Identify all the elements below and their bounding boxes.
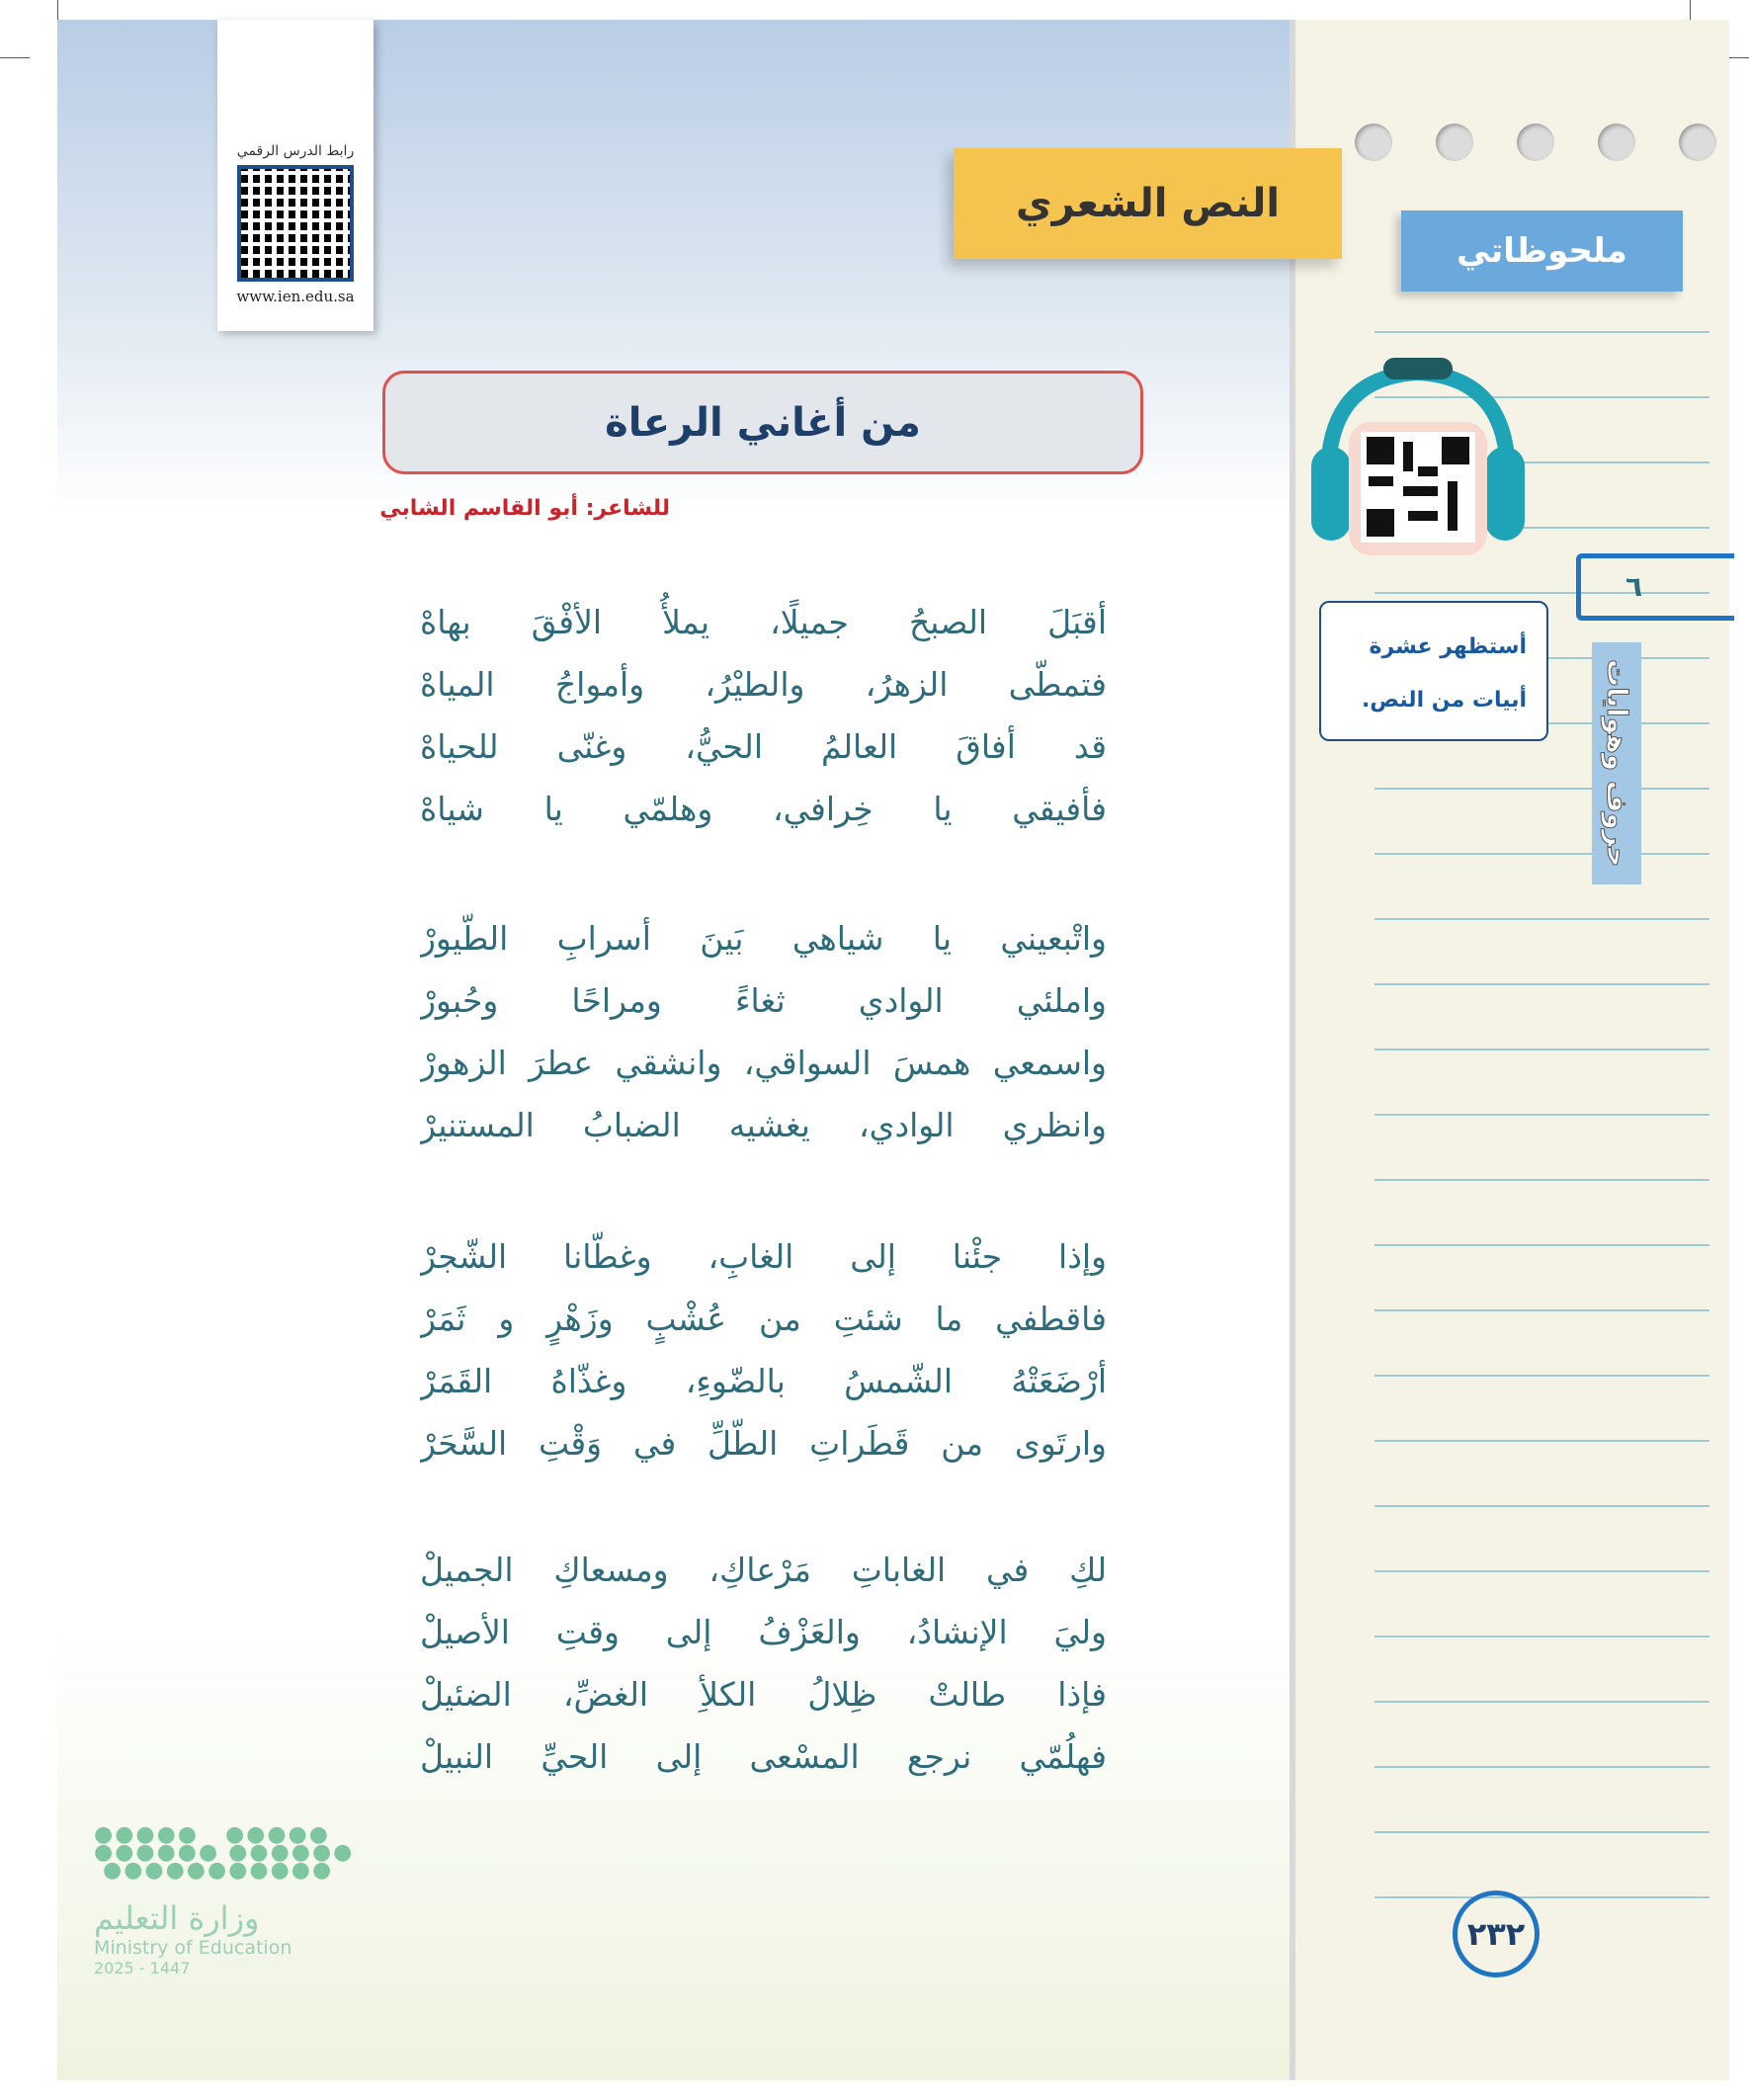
note-rule-line: [1374, 1440, 1709, 1442]
notes-panel: [1290, 20, 1729, 2080]
note-rule-line: [1374, 1375, 1709, 1377]
logo-year: 2025 - 1447: [94, 1959, 191, 1977]
note-rule-line: [1374, 1570, 1709, 1572]
poem-line: قد أفاقَ العالمُ الحيُّ، وغنّى للحياهْ: [420, 727, 1107, 766]
note-rule-line: [1374, 1766, 1709, 1768]
poem-line: فهلُمّي نرجع المسْعى إلى الحيِّ النبيلْ: [420, 1737, 1107, 1776]
page-number: ٢٣٢: [1453, 1890, 1540, 1977]
note-line: أبيات من النص.: [1361, 688, 1527, 713]
stanza-2: [420, 907, 1107, 1156]
poem-line: أرْضَعَتْهُ الشّمسُ بالضّوءِ، وغذّاهُ القَمَرْ: [420, 1362, 1107, 1400]
logo-arabic: وزارة التعليم: [94, 1899, 260, 1937]
memorize-note: [1319, 601, 1548, 741]
stanza-3: [420, 1225, 1107, 1474]
poem-line: فاقطفي ما شئتِ من عُشْبٍ وزَهْرٍ و ثَمَرْ: [420, 1300, 1107, 1338]
poem-line: واتْبعيني يا شياهي بَينَ أسرابِ الطّيورْ: [420, 919, 1107, 958]
poem-line: وإذا جئْنا إلى الغابِ، وغطّانا الشّجرْ: [420, 1237, 1107, 1276]
ministry-logo: [94, 1822, 355, 1977]
headphones-audio-qr-icon[interactable]: [1309, 358, 1527, 555]
note-rule-line: [1374, 1179, 1709, 1181]
stanza-1: [420, 591, 1107, 840]
crop-mark: [0, 57, 30, 58]
poem-line: وانظري الوادي، يغشيه الضبابُ المستنيرْ: [420, 1106, 1107, 1144]
poet-name: للشاعر: أبو القاسم الشابي: [379, 496, 670, 521]
section-banner: النص الشعري: [954, 148, 1342, 259]
notes-tab: ملحوظاتي: [1401, 210, 1683, 292]
note-line: أستظهر عشرة: [1369, 634, 1527, 659]
note-rule-line: [1374, 1636, 1709, 1638]
poem-line: أقبَلَ الصبحُ جميلًا، يملأُ الأفْقَ بهاهْ: [420, 603, 1107, 641]
poem-line: واسمعي همسَ السواقي، وانشقي عطرَ الزهورْ: [420, 1044, 1107, 1082]
lesson-title: من أغاني الرعاة: [382, 371, 1143, 474]
crop-mark: [1690, 0, 1691, 20]
note-rule-line: [1374, 853, 1709, 855]
qr-label: رابط الدرس الرقمي: [236, 143, 355, 159]
note-rule-line: [1374, 1114, 1709, 1116]
note-rule-line: [1374, 331, 1709, 333]
note-rule-line: [1374, 1505, 1709, 1507]
binder-hole: [1679, 124, 1716, 161]
note-rule-line: [1374, 1896, 1709, 1898]
poem-line: لكِ في الغاباتِ مَرْعاكِ، ومسعاكِ الجميلْ: [420, 1551, 1107, 1589]
digital-lesson-qr[interactable]: [217, 20, 374, 331]
note-rule-line: [1374, 788, 1709, 790]
poem-line: وارتَوى من قَطَراتِ الطّلِّ في وَقْتِ السَّحَرْ: [420, 1424, 1107, 1463]
note-rule-line: [1374, 1049, 1709, 1050]
logo-dots-icon: ●●●●● ●●●●● ●●●●●● ●●●●●● ●●●●●●●●●●●: [94, 1822, 355, 1883]
stanza-4: [420, 1539, 1107, 1788]
binder-hole: [1517, 124, 1554, 161]
note-rule-line: [1374, 1244, 1709, 1246]
poem-line: واملئي الوادي ثغاءً ومراحًا وحُبورْ: [420, 981, 1107, 1020]
qr-url[interactable]: www.ien.edu.sa: [236, 288, 355, 305]
note-rule-line: [1374, 1309, 1709, 1311]
poem-line: فتمطّى الزهرُ، والطيْرُ، وأمواجُ المياهْ: [420, 665, 1107, 704]
binder-hole: [1436, 124, 1473, 161]
qr-code-icon[interactable]: [237, 165, 354, 282]
lesson-number-tab: ٦: [1576, 553, 1734, 621]
crop-mark: [57, 0, 58, 20]
note-rule-line: [1374, 1831, 1709, 1833]
binder-hole: [1355, 124, 1392, 161]
note-rule-line: [1374, 918, 1709, 920]
binder-hole: [1598, 124, 1635, 161]
poem-line: وليَ الإنشادُ، والعَزْفُ إلى وقتِ الأصيلْ: [420, 1613, 1107, 1651]
unit-ribbon: حروف وهوايات: [1592, 642, 1641, 884]
poem-line: فأفيقي يا خِرافي، وهلمّي يا شياهْ: [420, 790, 1107, 828]
note-rule-line: [1374, 1701, 1709, 1703]
logo-english: Ministry of Education: [94, 1937, 292, 1959]
note-rule-line: [1374, 983, 1709, 985]
poem-line: فإذا طالتْ ظِلالُ الكلأِ الغضِّ، الضئيلْ: [420, 1675, 1107, 1714]
